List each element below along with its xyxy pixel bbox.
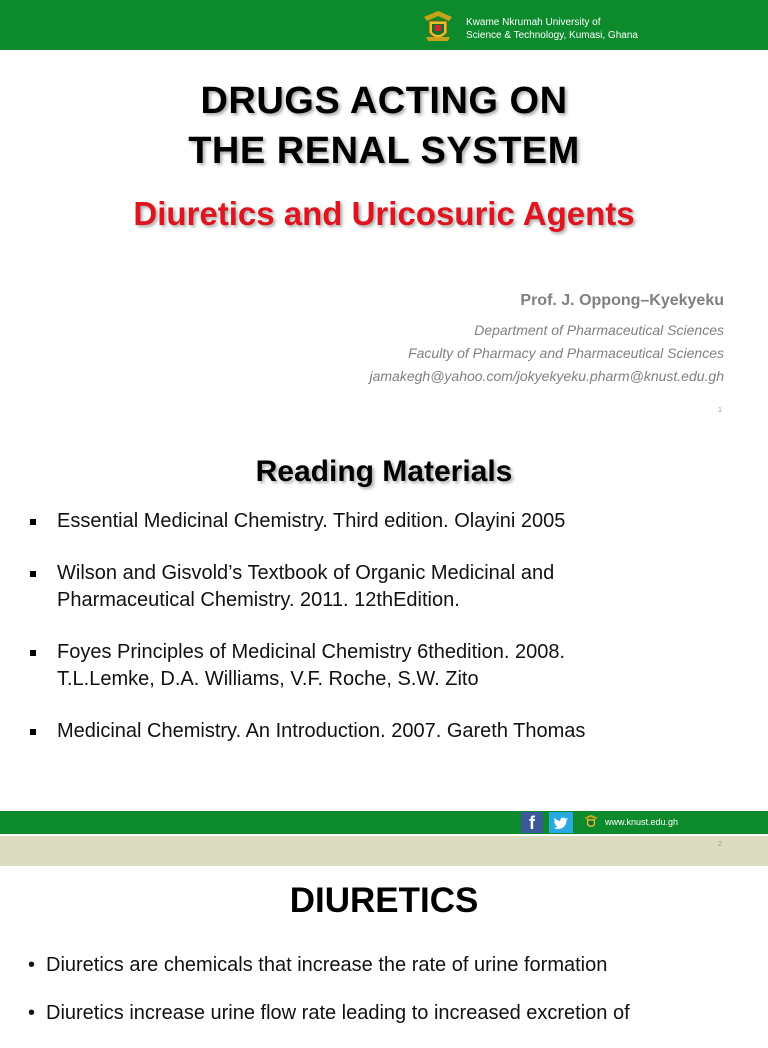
website-link[interactable]: www.knust.edu.gh [605, 817, 679, 827]
university-name-line1: Kwame Nkrumah University of [466, 17, 601, 28]
list-item-line1: Essential Medicinal Chemistry. Third edition. Olayini 2005 [57, 510, 566, 532]
slide-number: 2 [718, 841, 722, 848]
slide-subtitle: Diuretics and Uricosuric Agents [133, 195, 635, 232]
slide-title-line2: THE RENAL SYSTEM [188, 130, 580, 172]
reading-materials-title: Reading Materials [255, 455, 513, 488]
facebook-icon[interactable]: f [521, 812, 543, 833]
list-item-line1: Foyes Principles of Medicinal Chemistry 6thedition. 2008. [57, 641, 566, 663]
list-item [28, 639, 728, 693]
square-bullet-icon [30, 650, 36, 656]
list-item-text: Diuretics are chemicals that increase the rate of urine formation [46, 954, 608, 976]
bullet-dot-icon: • [28, 954, 36, 976]
slide-title-line1: DRUGS ACTING ON [200, 80, 568, 122]
list-item [28, 1000, 748, 1026]
list-item [28, 718, 728, 745]
list-item-line1: Medicinal Chemistry. An Introduction. 2007. Gareth Thomas [57, 720, 586, 742]
slide-divider [0, 836, 768, 866]
university-crest-small-icon [582, 813, 600, 831]
header-bar [0, 0, 768, 50]
list-item [28, 508, 728, 535]
diuretics-title: DIURETICS [289, 881, 479, 920]
bullet-dot-icon: • [28, 1002, 36, 1024]
square-bullet-icon [30, 571, 36, 577]
list-item-line2: T.L.Lemke, D.A. Williams, V.F. Roche, S.W. Zito [57, 668, 479, 690]
slide-number: 1 [718, 407, 722, 414]
diuretics-bullets [28, 952, 748, 1048]
university-crest-icon [418, 7, 458, 47]
university-name-line2: Science & Technology, Kumasi, Ghana [466, 30, 638, 41]
square-bullet-icon [30, 729, 36, 735]
reading-list [28, 508, 728, 770]
faculty: Faculty of Pharmacy and Pharmaceutical Sciences [408, 345, 724, 361]
university-name [466, 16, 638, 42]
square-bullet-icon [30, 519, 36, 525]
department: Department of Pharmaceutical Sciences [474, 322, 724, 338]
author-name: Prof. J. Oppong–Kyekyeku [520, 292, 724, 309]
list-item [28, 560, 728, 614]
list-item-text: Diuretics increase urine flow rate leading to increased excretion of [46, 1002, 630, 1024]
list-item [28, 952, 748, 978]
twitter-icon[interactable] [549, 812, 573, 833]
email-address: jamakegh@yahoo.com/jokyekyeku.pharm@knust.edu.gh [369, 368, 724, 384]
list-item-line2: Pharmaceutical Chemistry. 2011. 12thEdition. [57, 589, 460, 611]
list-item-line1: Wilson and Gisvold’s Textbook of Organic Medicinal and [57, 562, 555, 584]
